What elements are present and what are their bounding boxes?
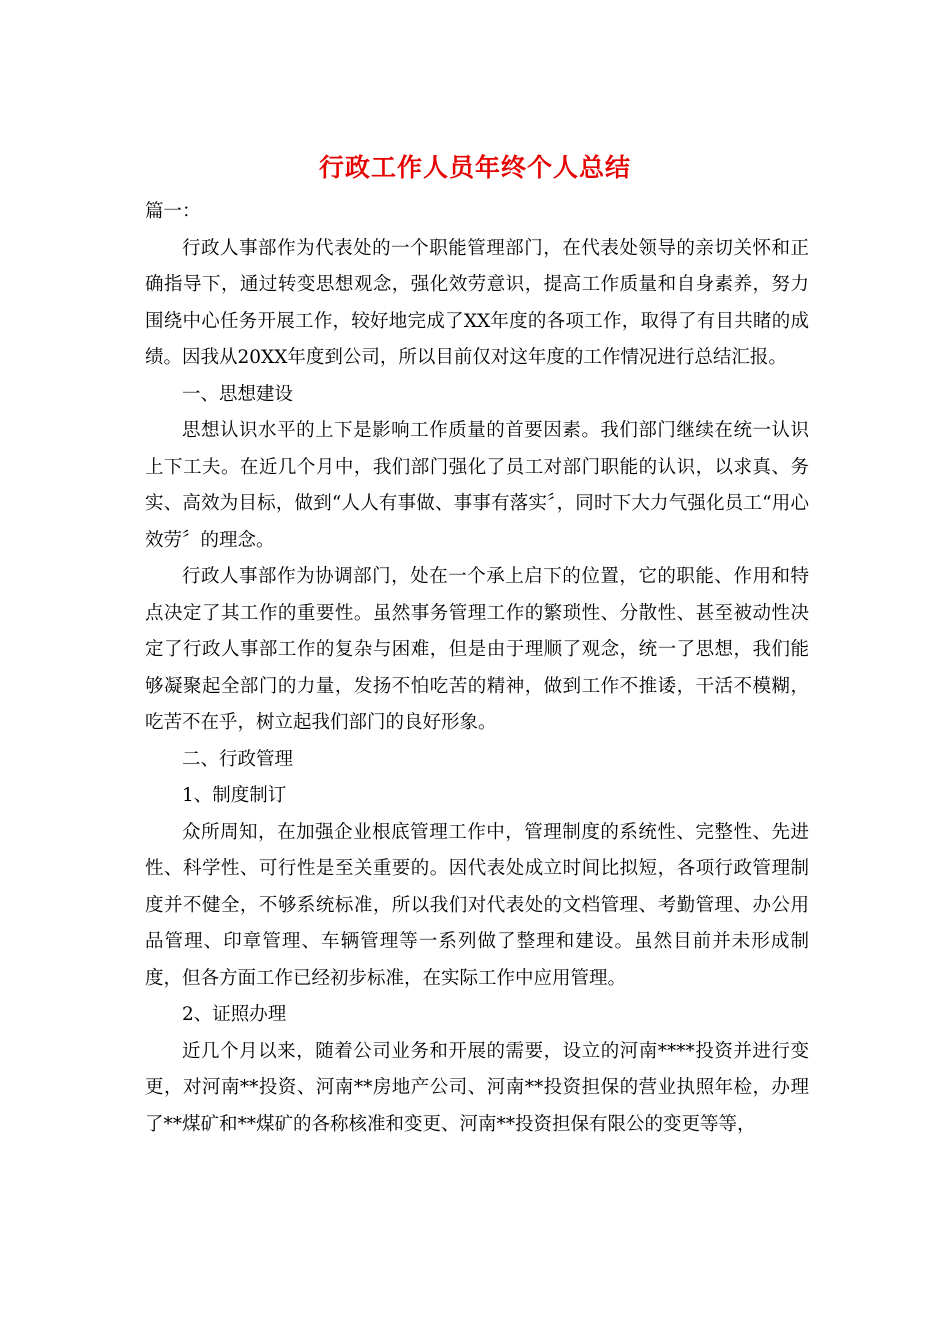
paragraph: 二、行政管理	[182, 748, 294, 770]
paragraph: 行政人事部作为代表处的一个职能管理部门，在代表处领导的亲切关怀和正确指导下，通过转变思想观念，强化效劳意识，提高工作质量和自身素养，努力围绕中心任务开展工作，较好地完成了XX年度的各项工作，取得了有目共睹的成绩。因我从20XX年度到公司，所以目前仅对这年度的工作情况进行总结汇报。	[145, 237, 809, 368]
paragraph: 行政人事部作为协调部门，处在一个承上启下的位置，它的职能、作用和特点决定了其工作的重要性。虽然事务管理工作的繁琐性、分散性、甚至被动性决定了行政人事部工作的复杂与困难，但是由于理顺了观念，统一了思想，我们能够凝聚起全部门的力量，发扬不怕吃苦的精神，做到工作不推诿，干活不模糊，吃苦不在乎，树立起我们部门的良好形象。	[145, 566, 809, 733]
paragraph: 2、证照办理	[182, 1004, 287, 1025]
paragraph: 思想认识水平的上下是影响工作质量的首要因素。我们部门继续在统一认识上下工夫。在近几个月中，我们部门强化了员工对部门职能的认识，以求真、务实、高效为目标，做到“人人有事做、事事有落实〞，同时下大力气强化员工“用心效劳〞的理念。	[145, 420, 809, 551]
paragraph: 一、思想建设	[182, 383, 294, 405]
document-title: 行政工作人员年终个人总结	[318, 153, 631, 182]
paragraph: 众所周知，在加强企业根底管理工作中，管理制度的系统性、完整性、先进性、科学性、可行性是至关重要的。因代表处成立时间比拟短，各项行政管理制度并不健全，不够系统标准，所以我们对代表处的文档管理、考勤管理、办公用品管理、印章管理、车辆管理等一系列做了整理和建设。虽然目前并未形成制度，但各方面工作已经初步标准，在实际工作中应用管理。	[145, 821, 809, 989]
paragraph: 篇一：	[145, 201, 201, 222]
paragraph: 1、制度制订	[182, 785, 287, 806]
paragraph: 近几个月以来，随着公司业务和开展的需要，设立的河南****投资并进行变更，对河南**投资、河南**房地产公司、河南**投资担保的营业执照年检，办理了**煤矿和**煤矿的各称核准和变更、河南**投资担保有限公的变更等等，	[145, 1040, 809, 1135]
document-body	[145, 194, 809, 1143]
